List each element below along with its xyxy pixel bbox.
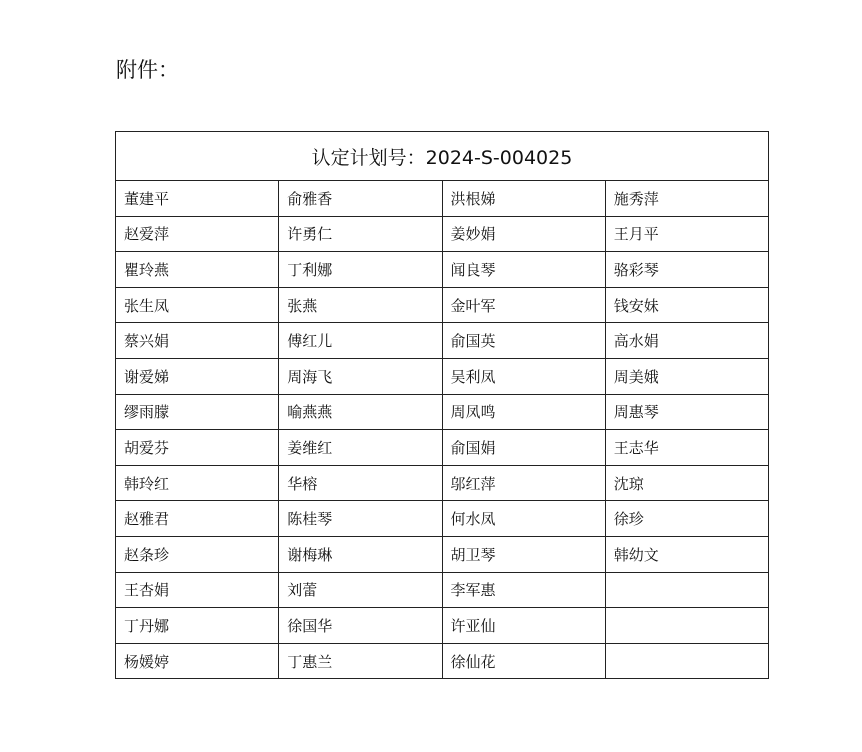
name-cell: 韩玲红 [116, 465, 279, 501]
table-row [116, 323, 769, 359]
name-cell: 赵爱萍 [116, 216, 279, 252]
name-cell: 钱安妹 [605, 287, 768, 323]
name-cell: 陈桂琴 [279, 501, 442, 537]
table-row [116, 572, 769, 608]
name-cell: 沈琼 [605, 465, 768, 501]
name-cell: 喻燕燕 [279, 394, 442, 430]
name-cell: 闻良琴 [442, 252, 605, 288]
name-cell: 何水凤 [442, 501, 605, 537]
table-row [116, 287, 769, 323]
name-cell: 王杏娟 [116, 572, 279, 608]
name-cell: 许亚仙 [442, 608, 605, 644]
table-row [116, 536, 769, 572]
name-cell: 瞿玲燕 [116, 252, 279, 288]
empty-cell [605, 572, 768, 608]
table-row [116, 394, 769, 430]
name-cell: 刘蕾 [279, 572, 442, 608]
name-cell: 丁利娜 [279, 252, 442, 288]
table-row [116, 430, 769, 466]
table-row [116, 643, 769, 679]
name-cell: 胡爱芬 [116, 430, 279, 466]
name-cell: 金叶军 [442, 287, 605, 323]
name-cell: 傅红儿 [279, 323, 442, 359]
attachment-label: 附件： [116, 58, 179, 82]
table-row [116, 358, 769, 394]
name-cell: 徐仙花 [442, 643, 605, 679]
table-row [116, 608, 769, 644]
name-cell: 徐国华 [279, 608, 442, 644]
name-cell: 吴利凤 [442, 358, 605, 394]
name-cell: 姜妙娟 [442, 216, 605, 252]
name-cell: 周海飞 [279, 358, 442, 394]
name-cell: 丁丹娜 [116, 608, 279, 644]
name-cell: 华榕 [279, 465, 442, 501]
name-cell: 王月平 [605, 216, 768, 252]
table-title-row [116, 132, 769, 181]
name-cell: 赵雅君 [116, 501, 279, 537]
name-cell: 张燕 [279, 287, 442, 323]
name-cell: 谢爱娣 [116, 358, 279, 394]
name-cell: 周美娥 [605, 358, 768, 394]
name-cell: 韩幼文 [605, 536, 768, 572]
table-row [116, 216, 769, 252]
name-cell: 丁惠兰 [279, 643, 442, 679]
name-cell: 洪根娣 [442, 181, 605, 217]
name-cell: 姜维红 [279, 430, 442, 466]
name-cell: 周惠琴 [605, 394, 768, 430]
name-cell: 俞国英 [442, 323, 605, 359]
empty-cell [605, 643, 768, 679]
name-cell: 周凤鸣 [442, 394, 605, 430]
name-cell: 施秀萍 [605, 181, 768, 217]
name-cell: 蔡兴娟 [116, 323, 279, 359]
name-cell: 骆彩琴 [605, 252, 768, 288]
name-cell: 张生凤 [116, 287, 279, 323]
name-cell: 徐珍 [605, 501, 768, 537]
name-cell: 邬红萍 [442, 465, 605, 501]
name-cell: 王志华 [605, 430, 768, 466]
name-cell: 董建平 [116, 181, 279, 217]
name-table-body [116, 181, 769, 679]
table-row [116, 252, 769, 288]
name-cell: 俞雅香 [279, 181, 442, 217]
table-row [116, 465, 769, 501]
table-row [116, 501, 769, 537]
name-cell: 胡卫琴 [442, 536, 605, 572]
name-cell: 李军惠 [442, 572, 605, 608]
name-cell: 杨媛婷 [116, 643, 279, 679]
name-cell: 许勇仁 [279, 216, 442, 252]
name-cell: 赵条珍 [116, 536, 279, 572]
name-table [115, 131, 769, 679]
table-row [116, 181, 769, 217]
empty-cell [605, 608, 768, 644]
name-cell: 俞国娟 [442, 430, 605, 466]
plan-number-title: 认定计划号：2024-S-004025 [116, 132, 769, 181]
name-cell: 谢梅琳 [279, 536, 442, 572]
name-cell: 缪雨朦 [116, 394, 279, 430]
name-cell: 高水娟 [605, 323, 768, 359]
